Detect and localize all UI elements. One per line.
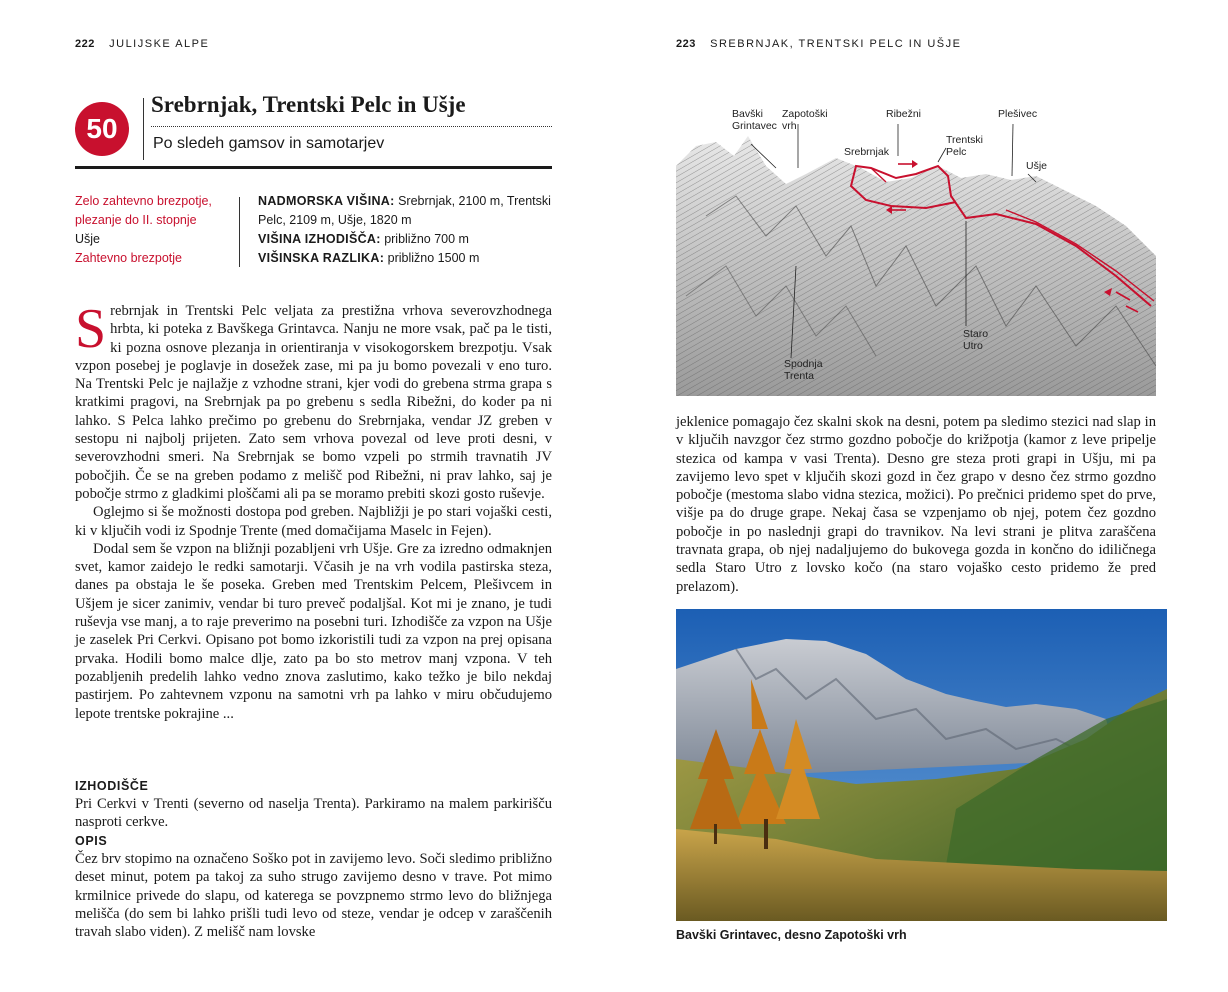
mountain-photo bbox=[676, 609, 1167, 921]
section-heading: OPIS bbox=[75, 834, 108, 848]
label-staro-utro: Staro Utro bbox=[963, 328, 989, 352]
difficulty-line: Zelo zahtevno brezpotje, bbox=[75, 194, 212, 208]
label-usje: Ušje bbox=[1026, 160, 1048, 172]
dotted-rule bbox=[151, 126, 552, 127]
label-bavski-grintavec: Bavški Grintavec bbox=[732, 108, 777, 132]
stats-box bbox=[258, 192, 558, 268]
start-section bbox=[75, 778, 552, 832]
title-divider bbox=[143, 98, 144, 160]
label-srebrnjak: Srebrnjak bbox=[844, 146, 889, 158]
label-ribezni: Ribežni bbox=[886, 108, 922, 120]
label-trentski-pelc: Trentski Pelc bbox=[946, 134, 983, 158]
info-divider bbox=[239, 197, 240, 267]
stat-value: približno 700 m bbox=[384, 232, 469, 246]
label-spodnja-trenta: Spodnja Trenta bbox=[784, 358, 823, 382]
difficulty-peak: Ušje bbox=[75, 232, 101, 246]
route-number-badge: 50 bbox=[75, 102, 129, 156]
route-subtitle: Po sledeh gamsov in samotarjev bbox=[153, 135, 385, 152]
section-name: JULIJSKE ALPE bbox=[109, 38, 210, 50]
drop-cap: S bbox=[75, 298, 107, 360]
paragraph: Dodal sem še vzpon na bližnji pozabljeni vrh Ušje. Gre za izredno odmaknjen svet, kamor zaidejo le redki samotarji. Včasih je na vrh vodila pastirska steza, danes pa obstaja le še poseka. Greben med Trentskim Pelcem, Plešivcem in Ušjem je sicer zanimiv, vendar bi turo preveč podaljšal. Kot mi je znano, je tudi ruševja vse manj, a to raje preverimo na posebni turi. Izhodišče za vzpon na Ušje je zaselek Pri Cerkvi. Opisano pot bomo izkoristili tudi za vzpon na prej opisana prvaka. Hodili bomo malce dlje, zato pa bo sto metrov manj vzpona. V teh pozabljenih predelih lahko vedno znova zaslutimo, kako težko je bilo nekdaj pastirjem. Po zahtevnem vzponu na samotni vrh pa lahko v miru občudujemo lepote trentske pokrajine ... bbox=[75, 540, 552, 722]
page-number: 223 bbox=[676, 38, 696, 50]
intro-text bbox=[75, 298, 552, 723]
label-zapotoski-vrh: Zapotoški vrh bbox=[782, 108, 828, 132]
running-head-right bbox=[676, 38, 961, 50]
difficulty-box bbox=[75, 192, 235, 268]
landscape-photo bbox=[676, 609, 1167, 921]
running-head-left bbox=[75, 38, 209, 50]
stat-label: VIŠINA IZHODIŠČA: bbox=[258, 232, 381, 246]
mountain-sketch bbox=[676, 96, 1156, 396]
section-heading: IZHODIŠČE bbox=[75, 779, 149, 793]
route-title: Srebrnjak, Trentski Pelc in Ušje bbox=[151, 92, 466, 117]
continued-text: jeklenice pomagajo čez skalni skok na desni, potem pa sledimo stezici nad slap in v ključih navzgor čez strmo gozdno pobočje do križpotja (kamor z leve pripelje stezica od kampa v vasi Trenta). Desno gre steza proti grapi in Ušju, mi pa zavijemo levo spet v ključih skozi gozd in čez grapo v desno čez strmo gozdno pobočje (mestoma slabo vidna stezica, možici). Po prečnici pridemo spet do prve, višje pa do druge grape. Nekaj časa se vzpenjamo ob njej, potem čez gozdno pobočje in po naslednji grapi do travnikov. Na levi strani je plitva zaraščena travnata grapa, ob njej nadaljujemo do bukovega gozda in končno do idiličnega sedla Staro Utro z lovsko kočo (na staro vojaško cesto pridemo že pred prelazom). bbox=[676, 414, 1156, 595]
stat-label: NADMORSKA VIŠINA: bbox=[258, 194, 395, 208]
section-name: SREBRNJAK, TRENTSKI PELC IN UŠJE bbox=[710, 38, 962, 50]
paragraph bbox=[75, 298, 552, 503]
route-diagram bbox=[676, 96, 1156, 396]
difficulty-line: plezanje do II. stopnje bbox=[75, 213, 197, 227]
description-text: Čez brv stopimo na označeno Soško pot in zavijemo levo. Soči sledimo približno deset minut, potem pa takoj za suho strugo zavijemo desno v trave. Pot mimo krmilnice privede do slapu, od katerega se povzpnemo strmo levo do bližnjega melišča (do sem bi lahko prišli tudi levo od steze, vendar je odcep v zaraščenih travah slabo viden). Z melišč nam lovske bbox=[75, 851, 552, 941]
label-plesivec: Plešivec bbox=[998, 108, 1038, 120]
stat-label: VIŠINSKA RAZLIKA: bbox=[258, 251, 385, 265]
photo-caption: Bavški Grintavec, desno Zapotoški vrh bbox=[676, 928, 907, 942]
paragraph: Oglejmo si še možnosti dostopa pod greben. Najbližji je po stari vojaški cesti, ki v ključih vodi iz Spodnje Trente (med domačijama Maselc in Fejen). bbox=[75, 504, 552, 539]
title-rule bbox=[75, 166, 552, 169]
paragraph-text: rebrnjak in Trentski Pelc veljata za prestižna vrhova severovzhodnega hrbta, ki poteka z Bavškega Grintavca. Nanju ne more vsak, pač pa le tisti, ki pozna osnove plezanja in orientiranja v visokogorskem brezpotju. Vsak vzpon posebej je poglavje in dosežek zase, mi pa ju bomo povezali v eno turo. Na Trentski Pelc je najlažje z vzhodne strani, kjer vodi do grebena strma grapa s kratkimi pragovi, na Srebrnjak pa po grebenu s sedla Ribežni, do koder pa ni lahko. S Pelca lahko prečimo po grebenu do Srebrnjaka, vendar JZ greben v sestopu ni najbolj prijeten. Zato sem vrhova povezal od leve proti desni, v severovzhodni smeri. Na Srebrnjak se bomo vzpeli po strmih travnatih JV pobočjih. Če se na greben podamo z melišč pod Ribežni, ni prav lahko, saj je pobočje strmo z gladkimi ploščami ali pa se moramo prebiti skozi gosto ruševje. bbox=[75, 303, 552, 502]
stat-value: približno 1500 m bbox=[387, 251, 480, 265]
description-section bbox=[75, 833, 552, 941]
difficulty-line: Zahtevno brezpotje bbox=[75, 251, 183, 265]
start-text: Pri Cerkvi v Trenti (severno od naselja Trenta). Parkiramo na malem parkirišču nasproti cerkve. bbox=[75, 796, 552, 831]
right-page bbox=[614, 0, 1228, 992]
page-number: 222 bbox=[75, 38, 95, 50]
stat-value: Srebrnjak, 2100 m, Trentski Pelc, 2109 m, Ušje, 1820 m bbox=[258, 194, 551, 227]
